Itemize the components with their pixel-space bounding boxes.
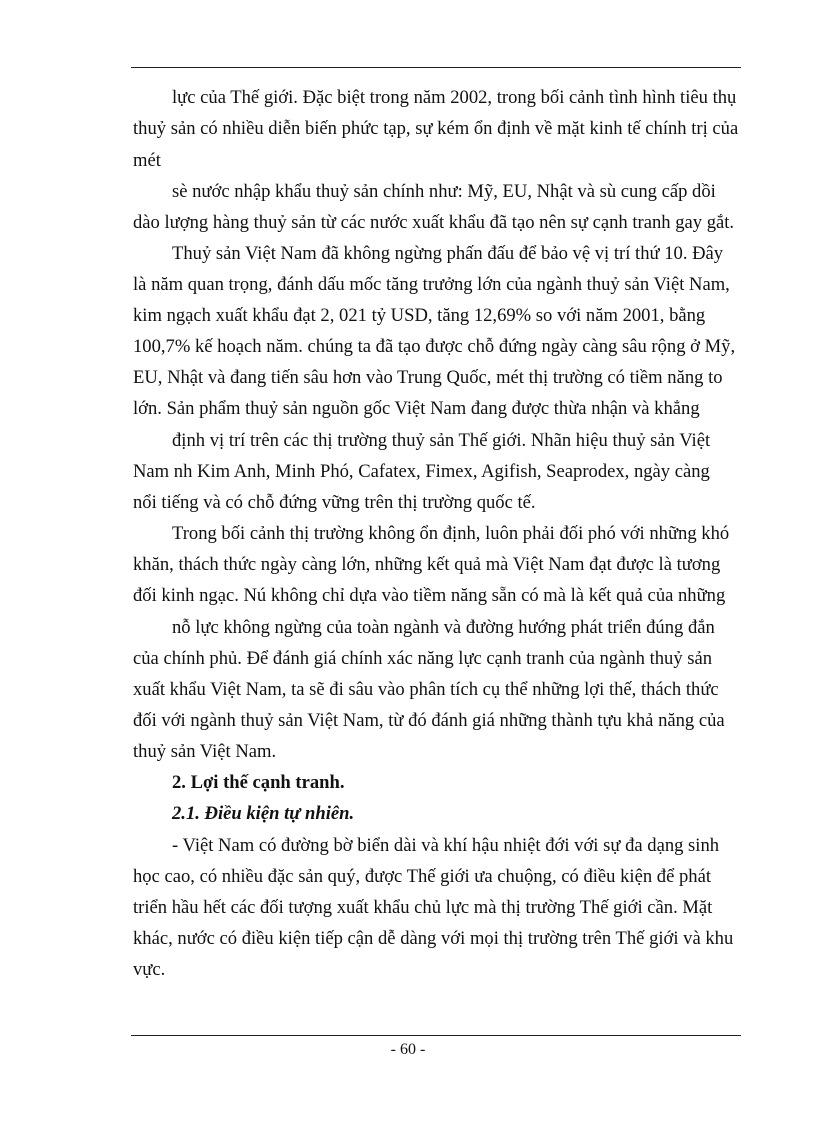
footer-rule: [131, 1035, 741, 1036]
text-line: thuỷ sản có nhiều diễn biến phức tạp, sự kém ổn định về mặt kinh tế chính trị của: [133, 118, 739, 139]
text-line: kim ngạch xuất khẩu đạt 2, 021 tỷ USD, tăng 12,69% so với năm 2001, bằng: [133, 305, 706, 326]
text-line: EU, Nhật và đang tiến sâu hơn vào Trung Quốc, mét thị trường có tiềm năng to: [133, 367, 723, 388]
text-line: thuỷ sản Việt Nam.: [133, 741, 277, 762]
text-line: đối với ngành thuỷ sản Việt Nam, từ đó đánh giá những thành tựu khả năng của: [133, 710, 725, 731]
header-rule: [131, 67, 741, 68]
text-line: định vị trí trên các thị trường thuỷ sản Thế giới. Nhãn hiệu thuỷ sản Việt: [172, 430, 711, 451]
subsection-heading: 2.1. Điều kiện tự nhiên.: [172, 803, 355, 824]
text-line: khăn, thách thức ngày càng lớn, những kết quả mà Việt Nam đạt được là tương: [133, 554, 721, 575]
text-line: nổi tiếng và có chỗ đứng vững trên thị trường quốc tế.: [133, 492, 536, 513]
page-number: - 60 -: [390, 1041, 426, 1058]
text-line: lực của Thế giới. Đặc biệt trong năm 2002, trong bối cảnh tình hình tiêu thụ: [172, 87, 737, 108]
text-line: - Việt Nam có đường bờ biển dài và khí hậu nhiệt đới với sự đa dạng sinh: [172, 835, 720, 856]
text-line: triển hầu hết các đối tượng xuất khẩu chủ lực mà thị trường Thế giới cần. Mặt: [133, 897, 713, 918]
text-line: là năm quan trọng, đánh dấu mốc tăng trưởng lớn của ngành thuỷ sản Việt Nam,: [133, 274, 730, 295]
text-line: Thuỷ sản Việt Nam đã không ngừng phấn đấu để bảo vệ vị trí thứ 10. Đây: [172, 243, 724, 264]
text-line: dào lượng hàng thuỷ sản từ các nước xuất khẩu đã tạo nên sự cạnh tranh gay gắt.: [133, 212, 735, 233]
text-line: 100,7% kế hoạch năm. chúng ta đã tạo được chỗ đứng ngày càng sâu rộng ở Mỹ,: [133, 336, 736, 357]
text-line: nỗ lực không ngừng của toàn ngành và đường hướng phát triển đúng đắn: [172, 617, 715, 638]
text-line: mét: [133, 150, 161, 171]
text-line: Trong bối cảnh thị trường không ổn định, luôn phải đối phó với những khó: [172, 523, 730, 544]
text-line: của chính phủ. Để đánh giá chính xác năng lực cạnh tranh của ngành thuỷ sản: [133, 648, 713, 669]
text-line: vực.: [133, 959, 166, 980]
text-line: học cao, có nhiều đặc sản quý, được Thế giới ưa chuộng, có điều kiện để phát: [133, 866, 712, 887]
text-line: lớn. Sản phẩm thuỷ sản nguồn gốc Việt Nam đang được thừa nhận và khẳng: [133, 398, 700, 419]
text-line: Nam nh Kim Anh, Minh Phó, Cafatex, Fimex, Agifish, Seaprodex, ngày càng: [133, 461, 710, 482]
section-heading: 2. Lợi thế cạnh tranh.: [172, 772, 345, 793]
text-line: đối kinh ngạc. Nú không chỉ dựa vào tiềm năng sẵn có mà là kết quả của những: [133, 585, 726, 606]
text-line: xuất khẩu Việt Nam, ta sẽ đi sâu vào phân tích cụ thể những lợi thế, thách thức: [133, 679, 719, 700]
text-line: khác, nước có điều kiện tiếp cận dễ dàng với mọi thị trường trên Thế giới và khu: [133, 928, 734, 949]
text-line: sè nước nhập khẩu thuỷ sản chính như: Mỹ, EU, Nhật và sù cung cấp dồi: [172, 181, 716, 202]
